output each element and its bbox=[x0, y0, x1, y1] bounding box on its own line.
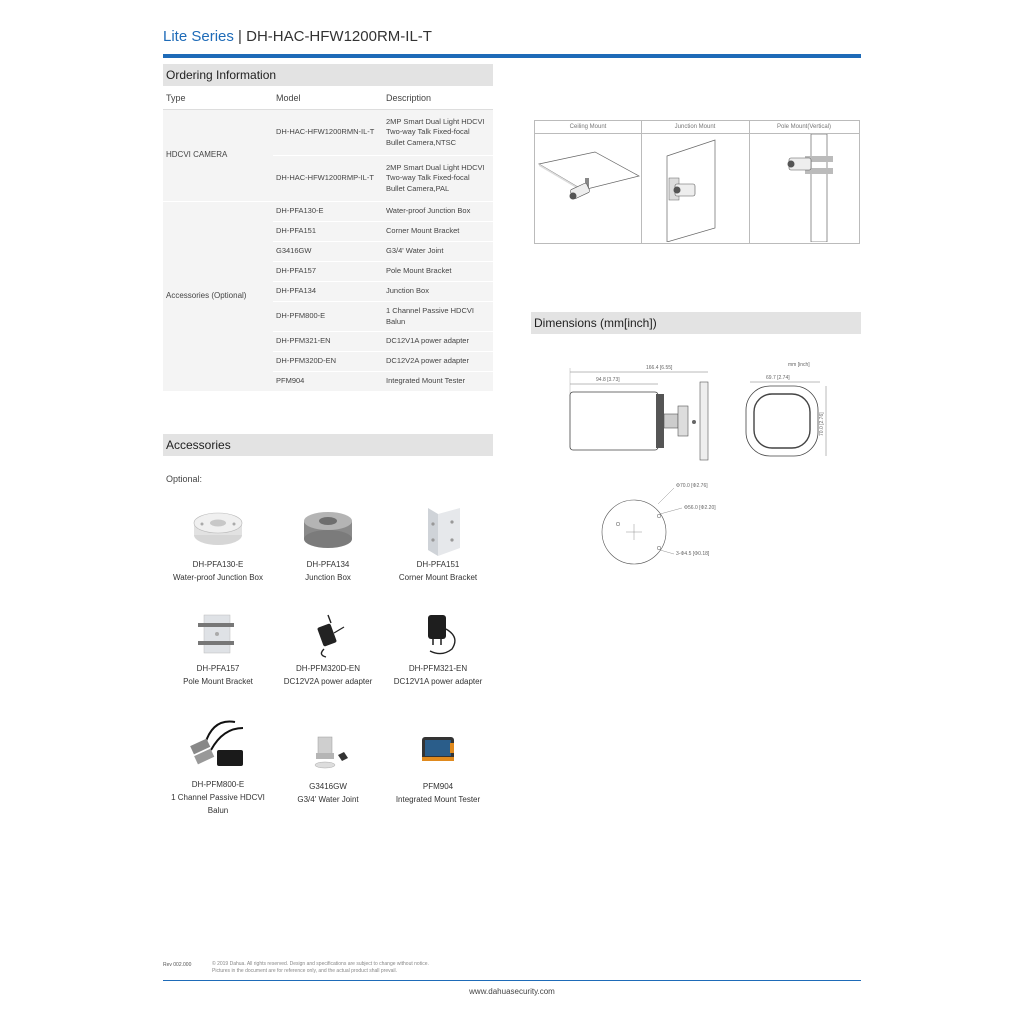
ceiling-mount-label: Ceiling Mount bbox=[535, 121, 641, 134]
table-model-cell: G3416GW bbox=[273, 242, 383, 262]
accessory-model: G3416GW bbox=[309, 782, 347, 791]
table-desc-cell: 2MP Smart Dual Light HDCVI Two-way Talk Fixed-focal Bullet Camera,PAL bbox=[383, 156, 493, 202]
dimensions-drawing bbox=[560, 356, 840, 576]
accessory-model: DH-PFM321-EN bbox=[408, 664, 468, 673]
table-model-cell: DH-PFA134 bbox=[273, 282, 383, 302]
pole-mount-diagram bbox=[749, 134, 859, 242]
power-adapter-image bbox=[408, 609, 468, 659]
base-diameter-label: Φ70.0 [Φ2.76] bbox=[676, 483, 708, 489]
accessory-name: Junction Box bbox=[305, 573, 351, 582]
accessory-item bbox=[273, 724, 383, 806]
table-model-cell: DH-PFM320D-EN bbox=[273, 352, 383, 372]
accessory-model: DH-PFA157 bbox=[196, 664, 240, 673]
accessory-name: G3/4' Water Joint bbox=[297, 795, 359, 804]
camera-body-side bbox=[570, 392, 658, 450]
revision-number: Rev 002.000 bbox=[163, 962, 192, 968]
accessory-item bbox=[163, 606, 273, 688]
junction-mount-diagram bbox=[641, 134, 749, 242]
ordering-info-heading: Ordering Information bbox=[163, 64, 493, 86]
dimensions-heading: Dimensions (mm[inch]) bbox=[531, 312, 861, 334]
junction-mount-label: Junction Mount bbox=[641, 121, 749, 134]
table-desc-cell: Junction Box bbox=[383, 282, 493, 302]
table-desc-cell: DC12V2A power adapter bbox=[383, 352, 493, 372]
table-desc-cell: Integrated Mount Tester bbox=[383, 372, 493, 392]
accessory-model: DH-PFA134 bbox=[306, 560, 350, 569]
table-desc-cell: 1 Channel Passive HDCVI Balun bbox=[383, 302, 493, 332]
overall-length-label: 166.4 [6.55] bbox=[646, 365, 673, 371]
table-model-cell: DH-PFM321-EN bbox=[273, 332, 383, 352]
accessory-model: PFM904 bbox=[422, 782, 454, 791]
corner-bracket-image bbox=[408, 502, 468, 558]
power-adapter-image bbox=[298, 609, 358, 659]
ordering-table bbox=[163, 87, 493, 392]
mounting-holes-label: 3-Φ4.5 [Φ0.18] bbox=[676, 551, 710, 557]
website-link[interactable]: www.dahuasecurity.com bbox=[469, 987, 555, 996]
table-model-cell: PFM904 bbox=[273, 372, 383, 392]
footer-divider bbox=[163, 980, 861, 981]
type-accessories: Accessories (Optional) bbox=[163, 202, 273, 392]
balun-image bbox=[183, 714, 253, 776]
accessory-name: Corner Mount Bracket bbox=[398, 573, 478, 582]
table-model-cell: DH-PFM800-E bbox=[273, 302, 383, 332]
accessory-model: DH-PFA130-E bbox=[192, 560, 244, 569]
series-name: Lite Series bbox=[163, 28, 234, 45]
accessory-name: Water-proof Junction Box bbox=[173, 573, 263, 582]
accessory-name: DC12V1A power adapter bbox=[393, 677, 483, 686]
table-model-cell: DH-HAC-HFW1200RMP-IL-T bbox=[273, 156, 383, 202]
accessory-name: DC12V2A power adapter bbox=[283, 677, 373, 686]
accessory-model: DH-PFM320D-EN bbox=[295, 664, 360, 673]
copyright-line-1: © 2019 Dahua. All rights reserved. Design and specifications are subject to change without notice. bbox=[212, 961, 429, 967]
installation-mounts bbox=[534, 120, 860, 244]
type-hdcvi-camera: HDCVI CAMERA bbox=[163, 110, 273, 202]
height-label: 70.0 [2.76] bbox=[819, 412, 825, 436]
table-model-cell: DH-PFA151 bbox=[273, 222, 383, 242]
table-model-cell: DH-PFA157 bbox=[273, 262, 383, 282]
optional-label: Optional: bbox=[166, 474, 203, 484]
mount-tester-image bbox=[408, 727, 468, 777]
width-label: 69.7 [2.74] bbox=[766, 375, 790, 381]
accessory-item bbox=[163, 712, 273, 817]
table-desc-cell: G3/4' Water Joint bbox=[383, 242, 493, 262]
pole-bracket-image bbox=[188, 609, 248, 659]
accessory-name: 1 Channel Passive HDCVI Balun bbox=[171, 793, 265, 815]
table-desc-cell: 2MP Smart Dual Light HDCVI Two-way Talk Fixed-focal Bullet Camera,NTSC bbox=[383, 110, 493, 156]
table-model-cell: DH-HAC-HFW1200RMN-IL-T bbox=[273, 110, 383, 156]
unit-label: mm [inch] bbox=[788, 362, 810, 368]
pole-mount-label: Pole Mount(Vertical) bbox=[749, 121, 859, 134]
accessory-item bbox=[383, 606, 493, 688]
body-length-label: 94.8 [3.73] bbox=[596, 377, 620, 383]
table-model-cell: DH-PFA130-E bbox=[273, 202, 383, 222]
header-separator: | bbox=[233, 28, 247, 45]
document-header bbox=[163, 28, 861, 58]
accessory-item bbox=[163, 502, 273, 584]
table-desc-cell: Water-proof Junction Box bbox=[383, 202, 493, 222]
table-desc-cell: DC12V1A power adapter bbox=[383, 332, 493, 352]
junction-box-image bbox=[298, 505, 358, 555]
ceiling-mount-diagram bbox=[535, 134, 641, 242]
product-model: DH-HAC-HFW1200RM-IL-T bbox=[246, 28, 432, 45]
accessory-item bbox=[383, 502, 493, 584]
hole-circle-label: Φ56.0 [Φ2.20] bbox=[684, 505, 716, 511]
accessory-item bbox=[273, 502, 383, 584]
accessory-item bbox=[273, 606, 383, 688]
table-desc-cell: Corner Mount Bracket bbox=[383, 222, 493, 242]
accessory-model: DH-PFA151 bbox=[416, 560, 460, 569]
accessory-name: Integrated Mount Tester bbox=[395, 795, 481, 804]
column-header-model: Model bbox=[273, 87, 383, 110]
junction-box-image bbox=[188, 505, 248, 555]
water-joint-image bbox=[298, 727, 358, 777]
copyright-notice bbox=[212, 961, 429, 975]
accessory-item bbox=[383, 724, 493, 806]
column-header-type: Type bbox=[163, 87, 273, 110]
column-header-description: Description bbox=[383, 87, 493, 110]
accessory-model: DH-PFM800-E bbox=[191, 780, 245, 789]
table-desc-cell: Pole Mount Bracket bbox=[383, 262, 493, 282]
accessory-name: Pole Mount Bracket bbox=[183, 677, 253, 686]
accessories-heading: Accessories bbox=[163, 434, 493, 456]
copyright-line-2: Pictures in the document are for reference only, and the actual product shall prevail. bbox=[212, 968, 398, 974]
